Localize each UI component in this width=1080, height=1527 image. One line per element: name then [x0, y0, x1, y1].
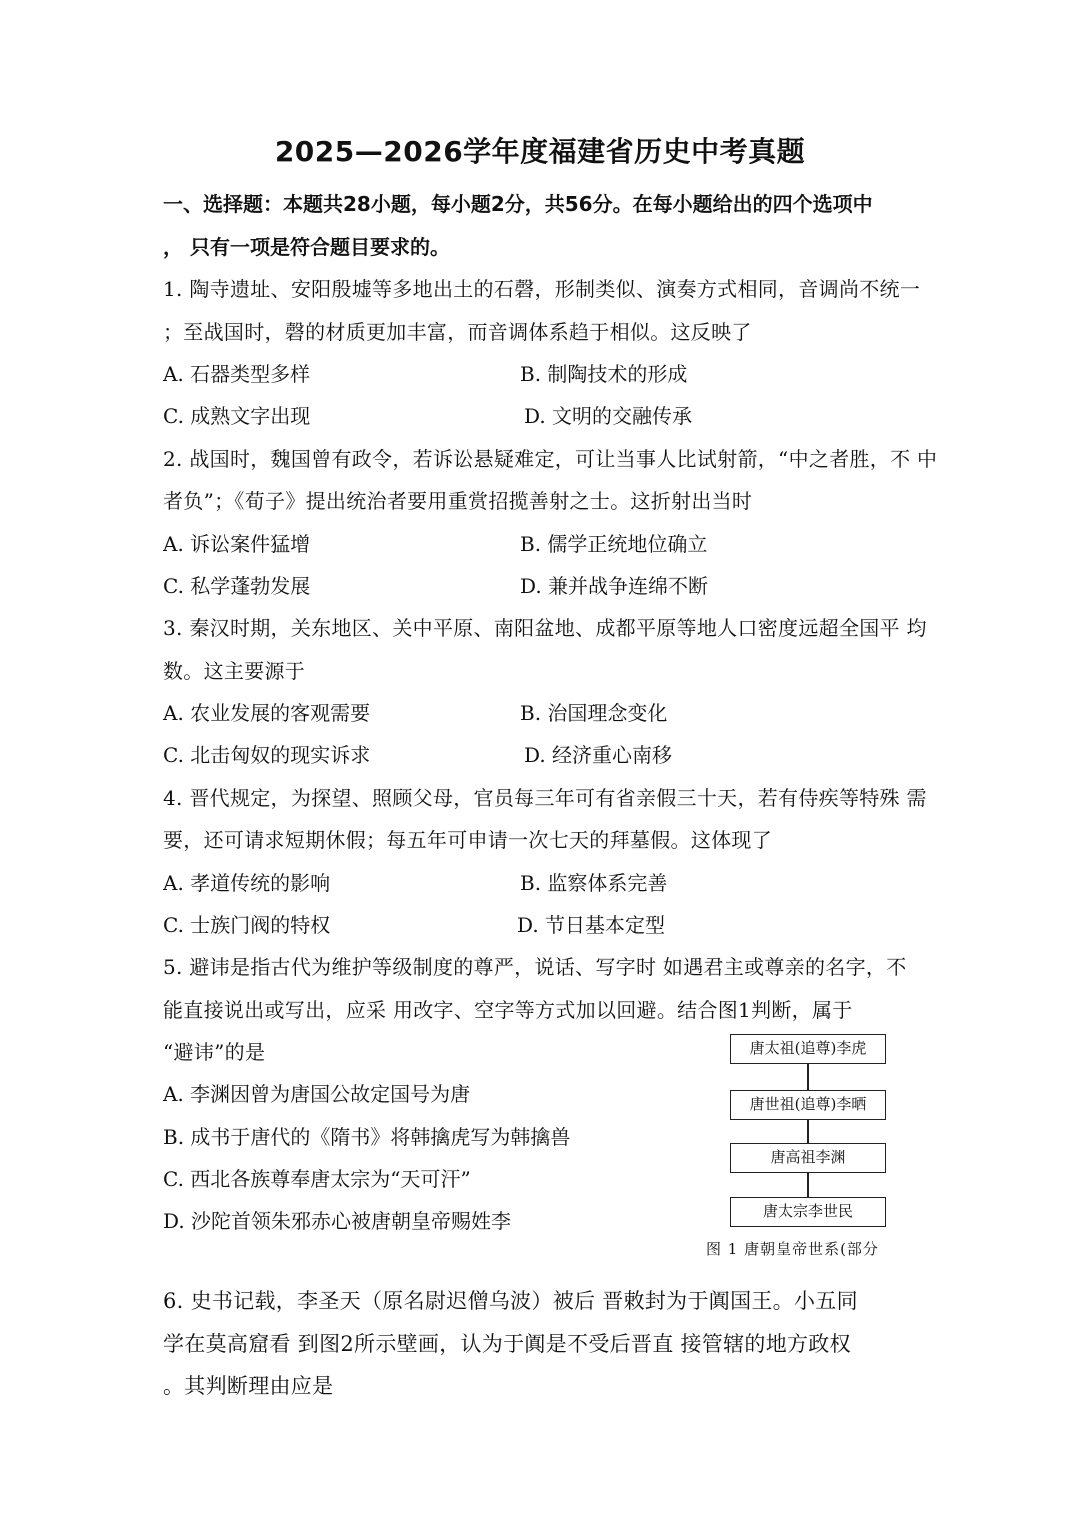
question-2-option-d: D. 兼并战争连绵不断 [520, 574, 709, 598]
question-3-option-c: C. 北击匈奴的现实诉求 [163, 743, 371, 767]
question-3-option-d: D. 经济重心南移 [524, 743, 673, 767]
question-5-text-line1: 5. 避讳是指古代为维护等级制度的尊严，说话、写字时 如遇君主或尊亲的名字，不 [163, 955, 907, 979]
question-3-option-a: A. 农业发展的客观需要 [163, 701, 371, 725]
question-4-option-b: B. 监察体系完善 [520, 871, 668, 895]
question-4-option-c: C. 士族门阀的特权 [163, 913, 331, 937]
figure1-box-gaozu: 唐高祖李渊 [730, 1143, 886, 1173]
figure1-connector [807, 1173, 809, 1198]
question-3-text-line1: 3. 秦汉时期，关东地区、关中平原、南阳盆地、成都平原等地人口密度远超全国平 均 [163, 616, 927, 640]
question-3-option-b: B. 治国理念变化 [520, 701, 668, 725]
figure1-box-taizu: 唐太祖(追尊)李虎 [730, 1034, 886, 1064]
question-4-text-line1: 4. 晋代规定，为探望、照顾父母，官员每三年可有省亲假三十天，若有侍疾等特殊 需 [163, 786, 927, 810]
question-2-option-a: A. 诉讼案件猛增 [163, 532, 311, 556]
question-6-text-line1: 6. 史书记载，李圣天（原名尉迟僧乌波）被后 晋敕封为于阗国王。小五同 [163, 1289, 858, 1313]
question-1-text-line2: ；至战国时，磬的材质更加丰富，而音调体系趋于相似。这反映了 [163, 320, 752, 344]
question-2-option-c: C. 私学蓬勃发展 [163, 574, 311, 598]
question-5-option-b: B. 成书于唐代的《隋书》将韩擒虎写为韩擒兽 [163, 1125, 571, 1149]
question-2-text-line1: 2. 战国时，魏国曾有政令，若诉讼悬疑难定，可让当事人比试射箭，“中之者胜，不 中 [163, 447, 938, 471]
question-6-text-line2: 学在莫高窟看 到图2所示壁画，认为于阗是不受后晋直 接管辖的地方政权 [163, 1332, 851, 1356]
question-4-text-line2: 要，还可请求短期休假；每五年可申请一次七天的拜墓假。这体现了 [163, 828, 772, 852]
question-5-text-line2: 能直接说出或写出，应采 用改字、空字等方式加以回避。结合图1判断，属于 [163, 998, 853, 1022]
question-2-option-b: B. 儒学正统地位确立 [520, 532, 708, 556]
question-1-option-d: D. 文明的交融传承 [524, 404, 693, 428]
figure1-box-shizu: 唐世祖(追尊)李晒 [730, 1090, 886, 1120]
question-4-option-d: D. 节日基本定型 [517, 913, 666, 937]
question-4-option-a: A. 孝道传统的影响 [163, 871, 331, 895]
section-heading-line2: ， 只有一项是符合题目要求的。 [163, 235, 450, 259]
question-1-option-c: C. 成熟文字出现 [163, 404, 311, 428]
figure1-connector [807, 1120, 809, 1144]
question-1-option-a: A. 石器类型多样 [163, 362, 311, 386]
figure1-caption: 图 1 唐朝皇帝世系(部分 [706, 1240, 879, 1258]
figure1-box-taizong: 唐太宗李世民 [730, 1197, 886, 1227]
question-5-text-line3: “避讳”的是 [163, 1040, 266, 1064]
question-2-text-line2: 者负”；《荀子》提出统治者要用重赏招揽善射之士。这折射出当时 [163, 489, 753, 513]
page-title: 2025—2026学年度福建省历史中考真题 [274, 135, 806, 168]
question-1-text-line1: 1. 陶寺遗址、安阳殷墟等多地出土的石磬，形制类似、演奏方式相同，音调尚不统一 [163, 277, 921, 301]
question-6-text-line3: 。其判断理由应是 [163, 1374, 334, 1398]
section-heading-line1: 一、选择题：本题共28小题，每小题2分，共56分。在每小题给出的四个选项中 [163, 192, 873, 216]
question-5-option-c: C. 西北各族尊奉唐太宗为“天可汗” [163, 1167, 471, 1191]
question-3-text-line2: 数。这主要源于 [163, 659, 306, 683]
question-1-option-b: B. 制陶技术的形成 [520, 362, 688, 386]
figure1-connector [807, 1064, 809, 1091]
question-5-option-a: A. 李渊因曾为唐国公故定国号为唐 [163, 1082, 471, 1106]
question-5-option-d: D. 沙陀首领朱邪赤心被唐朝皇帝赐姓李 [163, 1209, 512, 1233]
